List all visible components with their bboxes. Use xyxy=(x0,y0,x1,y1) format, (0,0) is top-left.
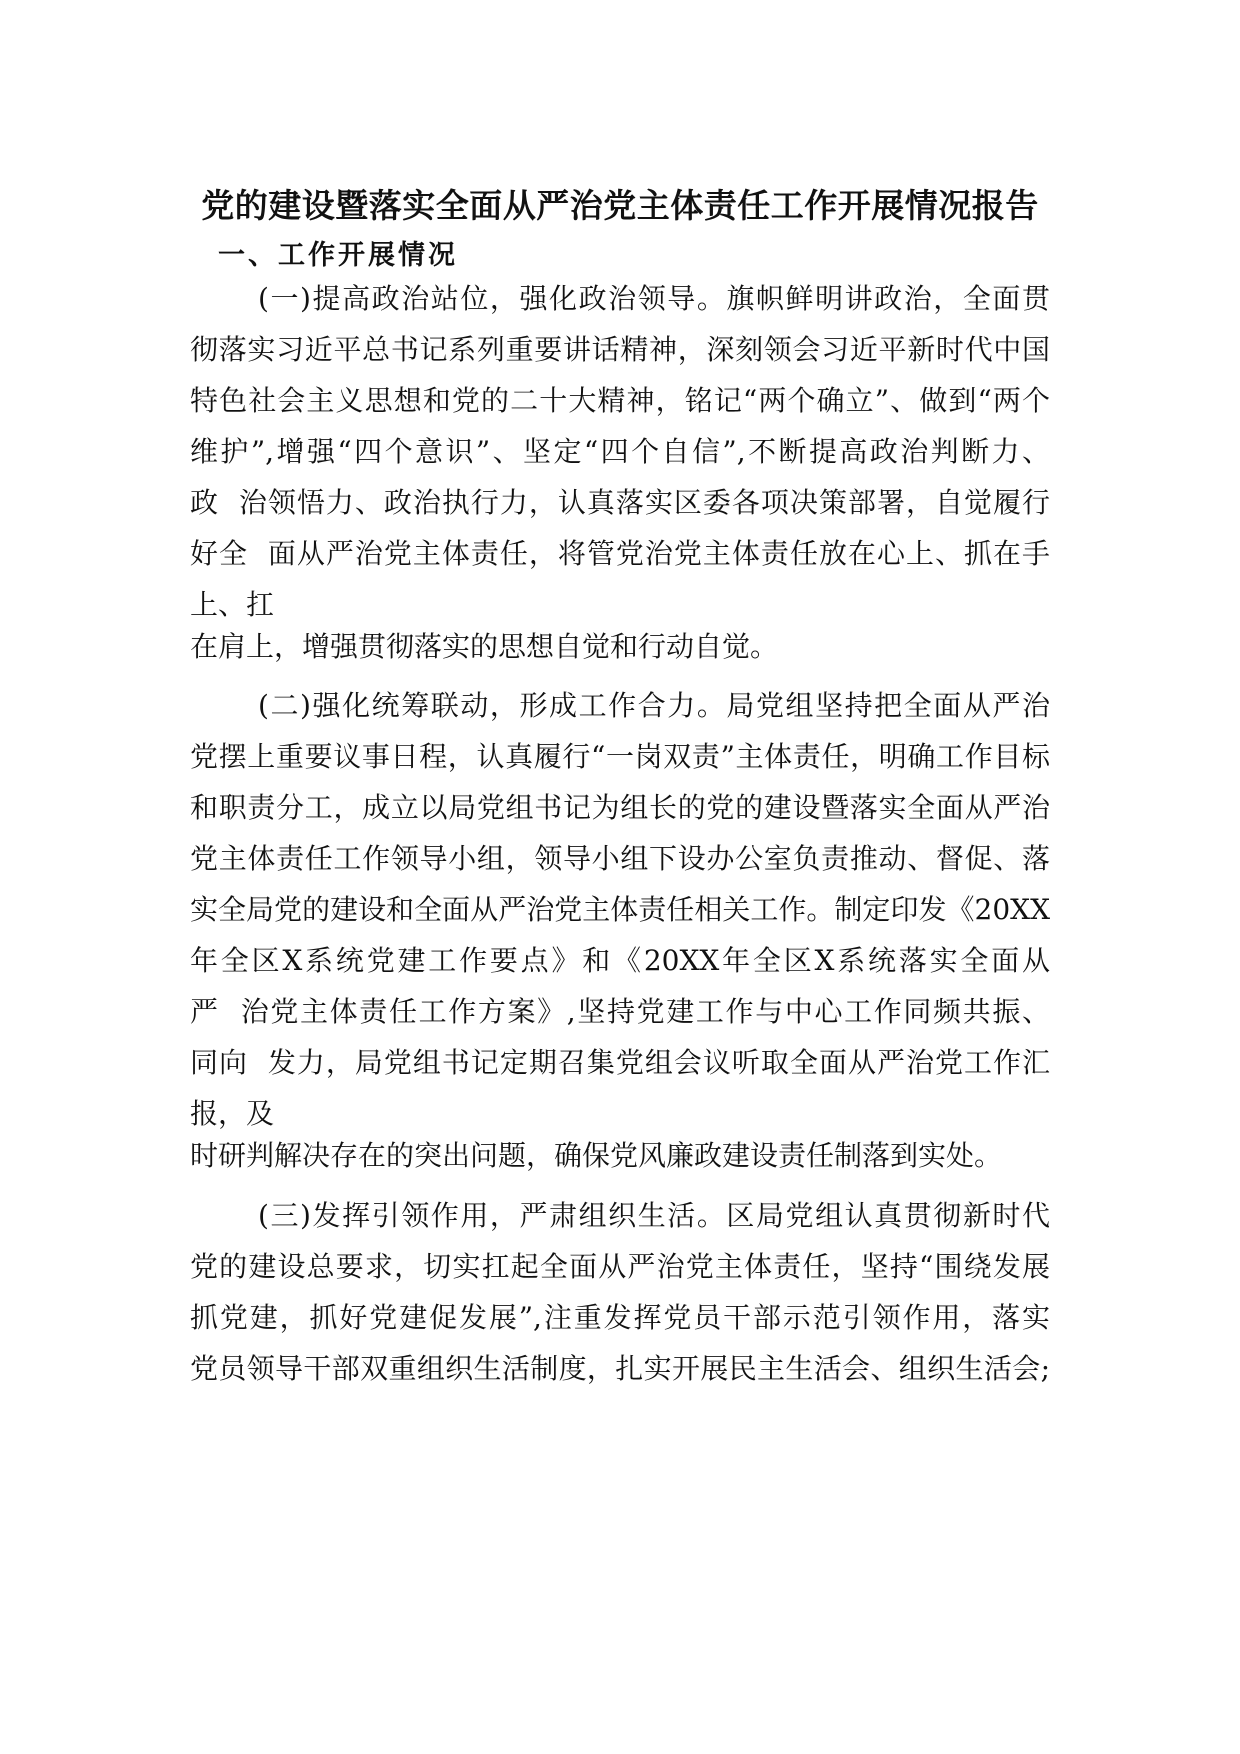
paragraph-line: (三)发挥引领作用，严肃组织生活。区局党组认真贯彻新时代 xyxy=(258,1199,1050,1232)
paragraph-line: 抓党建，抓好党建促发展”,注重发挥党员干部示范引领作用，落实 xyxy=(190,1301,1050,1334)
paragraph-line: 同向 发力，局党组书记定期召集党组会议听取全面从严治党工作汇 xyxy=(190,1046,1050,1079)
paragraph-line: 实全局党的建设和全面从严治党主体责任相关工作。制定印发《20XX xyxy=(190,893,1050,926)
paragraph-line: 报，及 xyxy=(190,1097,275,1130)
paragraph-line: 严 治党主体责任工作方案》,坚持党建工作与中心工作同频共振、 xyxy=(190,995,1050,1028)
paragraph-line: 维护”,增强“四个意识”、坚定“四个自信”,不断提高政治判断力、 xyxy=(190,435,1050,468)
paragraph-line: (一)提高政治站位，强化政治领导。旗帜鲜明讲政治，全面贯 xyxy=(258,282,1050,315)
paragraph-line: 党的建设总要求，切实扛起全面从严治党主体责任，坚持“围绕发展 xyxy=(190,1250,1050,1283)
paragraph-line: 时研判解决存在的突出问题，确保党风廉政建设责任制落到实处。 xyxy=(190,1139,1003,1172)
paragraph-line: 政 治领悟力、政治执行力，认真落实区委各项决策部署，自觉履行 xyxy=(190,486,1050,519)
paragraph-line: 上、扛 xyxy=(190,588,275,621)
paragraph-line: 党员领导干部双重组织生活制度，扎实开展民主生活会、组织生活会; xyxy=(190,1352,1050,1385)
paragraph-line: 好全 面从严治党主体责任，将管党治党主体责任放在心上、抓在手 xyxy=(190,537,1050,570)
paragraph-line: 彻落实习近平总书记系列重要讲话精神，深刻领会习近平新时代中国 xyxy=(190,333,1050,366)
paragraph-line: 和职责分工，成立以局党组书记为组长的党的建设暨落实全面从严治 xyxy=(190,791,1050,824)
paragraph-line: 党主体责任工作领导小组，领导小组下设办公室负责推动、督促、落 xyxy=(190,842,1050,875)
paragraph-line: 在肩上，增强贯彻落实的思想自觉和行动自觉。 xyxy=(190,630,779,663)
paragraph-line: 党摆上重要议事日程，认真履行“一岗双责”主体责任，明确工作目标 xyxy=(190,740,1050,773)
paragraph-line: 特色社会主义思想和党的二十大精神，铭记“两个确立”、做到“两个 xyxy=(190,384,1050,417)
paragraph-line: (二)强化统筹联动，形成工作合力。局党组坚持把全面从严治 xyxy=(258,689,1050,722)
section-heading: 一、工作开展情况 xyxy=(218,240,458,271)
paragraph-line: 年全区X系统党建工作要点》和《20XX年全区X系统落实全面从 xyxy=(190,944,1050,977)
document-title: 党的建设暨落实全面从严治党主体责任工作开展情况报告 xyxy=(201,186,1039,225)
